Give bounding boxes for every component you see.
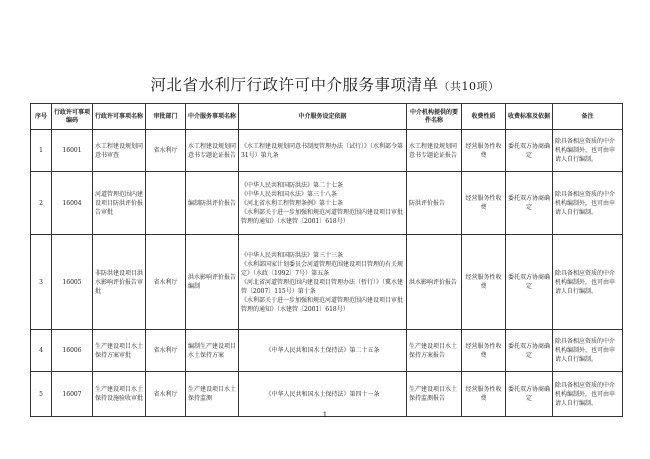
permit-name: 生产建设项目水土保持方案审批 <box>93 330 146 372</box>
service-basis <box>239 235 407 330</box>
fee-type: 经营服务性收费 <box>462 172 506 235</box>
permit-code: 16007 <box>52 372 93 417</box>
fee-type: 经营服务性收费 <box>462 372 506 417</box>
permit-code: 16004 <box>52 172 93 235</box>
permit-name: 水工程建设规划同意书审查 <box>93 130 146 172</box>
basis-line: 《水利部国家计划委员会河道管理范围建设项目管理的有关规定》（水政〔1992〕7号）第五条 <box>241 260 404 277</box>
approval-dept: 省水利厅 <box>146 235 186 330</box>
header-cell: 行政许可事项名称 <box>93 104 146 130</box>
table-row <box>31 172 623 235</box>
fee-standard: 委托双方协商确定 <box>506 372 553 417</box>
table-row <box>31 330 623 372</box>
header-cell: 中介服务设定依据 <box>239 104 407 130</box>
row-number: 5 <box>31 372 52 417</box>
basis-line: 《中华人民共和国水法》第三十八条 <box>241 190 338 198</box>
required-document: 防洪评价报告 <box>407 172 462 235</box>
permit-name: 河道管理范围内建设项目防洪评价报告审批 <box>93 172 146 235</box>
service-name: 编制生产建设项目水土保持方案 <box>186 330 239 372</box>
table-header-row <box>31 104 623 130</box>
remark: 除具备相应资质的中介机构编制外，也可由申请人自行编制。 <box>553 235 623 330</box>
basis-line: 《水工程建设规划同意书制度管理办法（试行）》（水利部令第31号）第九条 <box>241 142 404 159</box>
permit-name: 生产建设项目水土保持设施验收审批 <box>93 372 146 417</box>
required-document: 生产建设项目水土保持监测报告 <box>407 372 462 417</box>
table-row <box>31 372 623 417</box>
header-cell: 中介机构提供的要件名称 <box>407 104 462 130</box>
service-basis <box>239 130 407 172</box>
header-cell: 收费标准及依据 <box>506 104 553 130</box>
required-document: 洪水影响评价报告 <box>407 235 462 330</box>
row-number: 3 <box>31 235 52 330</box>
basis-line: 《水利部关于进一步加强和规范河道管理范围内建设项目审批管理的通知》（水建管〔2001〕618号） <box>241 296 404 313</box>
remark: 除具备相应资质的中介机构编制外，也可由申请人自行编制。 <box>553 372 623 417</box>
permit-code: 16005 <box>52 235 93 330</box>
basis-line: 《中华人民共和国防洪法》第三十三条 <box>241 251 344 259</box>
title-count: （共10项） <box>438 80 500 93</box>
permit-name: 非防洪建设项目洪水影响评价报告审批 <box>93 235 146 330</box>
service-basis <box>239 172 407 235</box>
header-cell: 行政许可事项编码 <box>52 104 93 130</box>
page-number: 1 <box>322 411 328 419</box>
row-number: 4 <box>31 330 52 372</box>
table-row <box>31 235 623 330</box>
permit-code: 16001 <box>52 130 93 172</box>
fee-standard: 委托双方协商确定 <box>506 330 553 372</box>
row-number: 2 <box>31 172 52 235</box>
service-name: 编制防洪评价报告 <box>186 172 239 235</box>
basis-line: 《中华人民共和国水土保持法》第四十一条 <box>265 390 380 398</box>
permit-code: 16006 <box>52 330 93 372</box>
fee-type: 经营服务性收费 <box>462 330 506 372</box>
title-text: 河北省水利厅行政许可中介服务事项清单 <box>150 76 439 94</box>
table-row <box>31 130 623 172</box>
service-name: 洪水影响评价报告编制 <box>186 235 239 330</box>
fee-standard: 委托双方协商确定 <box>506 130 553 172</box>
fee-type: 经营服务性收费 <box>462 130 506 172</box>
service-name: 生产建设项目水土保持监测 <box>186 372 239 417</box>
service-basis <box>239 330 407 372</box>
remark: 除具备相应资质的中介机构编制外，也可由申请人自行编制。 <box>553 130 623 172</box>
page-title <box>0 73 650 95</box>
basis-line: 《中华人民共和国防洪法》第二十七条 <box>241 181 344 189</box>
basis-line: 《河北省河道管理范围内建设项目管理办法（暂行）》（冀水建管〔2007〕115号）第十条 <box>241 278 404 295</box>
fee-standard: 委托双方协商确定 <box>506 235 553 330</box>
services-table <box>30 103 623 417</box>
remark: 除具备相应资质的中介机构编制外，也可由申请人自行编制。 <box>553 172 623 235</box>
header-cell: 备注 <box>553 104 623 130</box>
service-basis <box>239 372 407 417</box>
approval-dept: 省水利厅 <box>146 372 186 417</box>
header-cell: 序号 <box>31 104 52 130</box>
header-cell: 中介服务事项名称 <box>186 104 239 130</box>
approval-dept <box>146 172 186 235</box>
fee-standard: 委托双方协商确定 <box>506 172 553 235</box>
basis-line: 《河北省水利工程管理条例》第十七条 <box>241 199 344 207</box>
basis-line: 《水利部关于进一步加强和规范河道管理范围内建设项目审批管理的通知》（水建管〔2001〕618号） <box>241 208 404 225</box>
required-document: 水工程建设规划同意书专题论证报告 <box>407 130 462 172</box>
header-cell: 审批部门 <box>146 104 186 130</box>
basis-line: 《中华人民共和国水土保持法》第二十五条 <box>265 347 380 354</box>
service-name: 水工程建设规划同意书专题论证报告 <box>186 130 239 172</box>
required-document: 生产建设项目水土保持方案报告 <box>407 330 462 372</box>
header-cell: 收费性质 <box>462 104 506 130</box>
approval-dept: 省水利厅 <box>146 330 186 372</box>
row-number: 1 <box>31 130 52 172</box>
remark: 除具备相应资质的中介机构编制外，也可由申请人自行编制。 <box>553 330 623 372</box>
fee-type: 经营服务性收费 <box>462 235 506 330</box>
approval-dept: 省水利厅 <box>146 130 186 172</box>
